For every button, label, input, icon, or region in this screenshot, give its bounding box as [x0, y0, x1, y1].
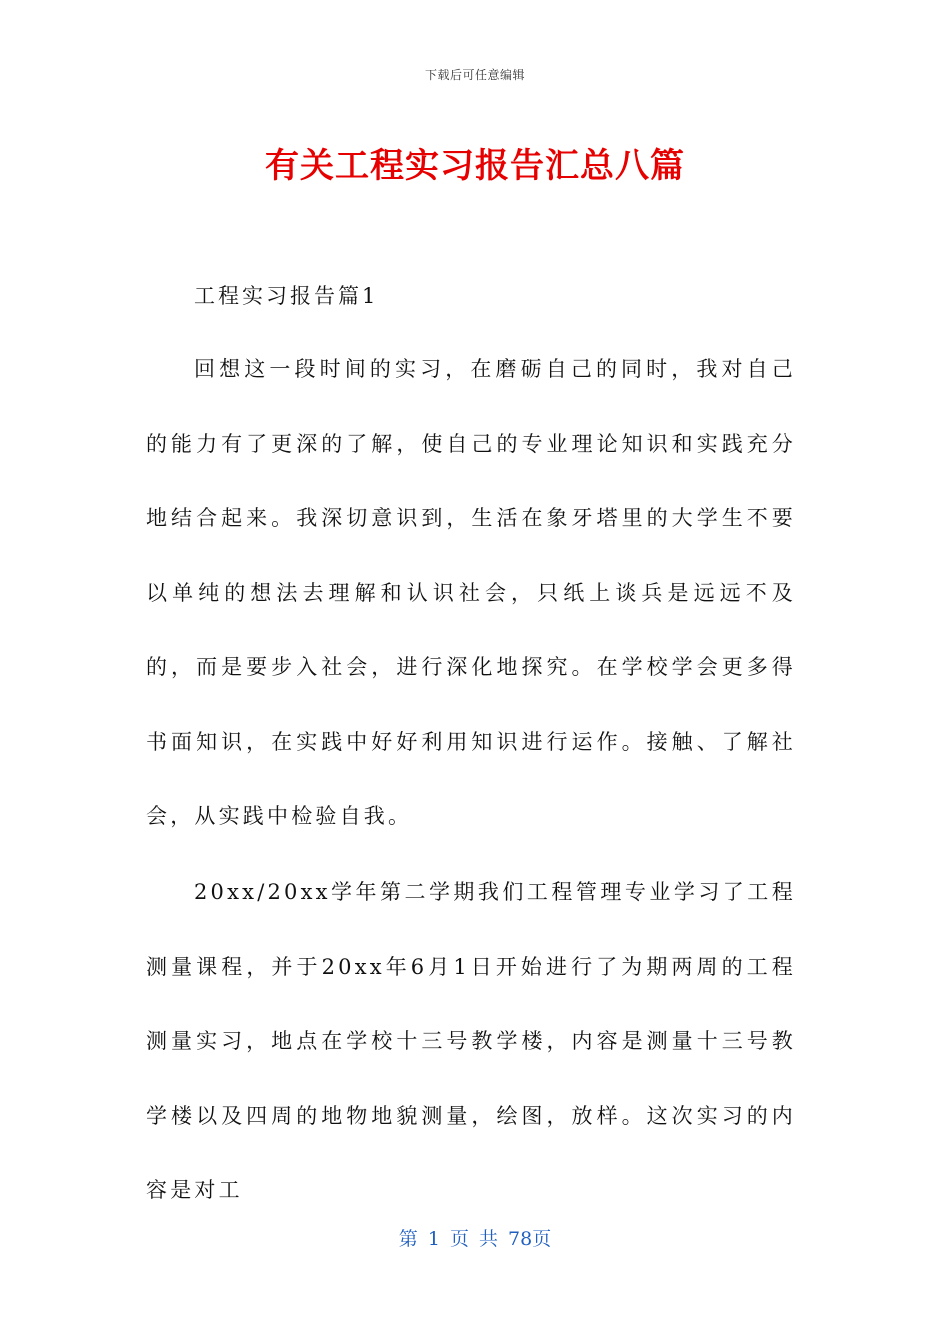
document-title: 有关工程实习报告汇总八篇 — [265, 146, 685, 186]
page-number-footer: 第 1 页 共 78页 — [398, 1228, 552, 1250]
header-note: 下载后可任意编辑 — [424, 68, 525, 82]
body-paragraph: 20xx/20xx学年第二学期我们工程管理专业学习了工程测量课程，并于20xx年6月1日开始进行了为期两周的工程测量实习，地点在学校十三号教学楼，内容是测量十三号教学楼以及四周的地物地貌测量，绘图，放样。这次实习的内容是对工 — [146, 880, 796, 1202]
body-paragraph: 回想这一段时间的实习，在磨砺自己的同时，我对自己的能力有了更深的了解，使自己的专业理论知识和实践充分地结合起来。我深切意识到，生活在象牙塔里的大学生不要以单纯的想法去理解和认识社会，只纸上谈兵是远远不及的，而是要步入社会，进行深化地探究。在学校学会更多得书面知识，在实践中好好利用知识进行运作。接触、了解社会，从实践中检验自我。 — [146, 357, 796, 828]
section-heading: 工程实习报告篇1 — [194, 284, 379, 308]
